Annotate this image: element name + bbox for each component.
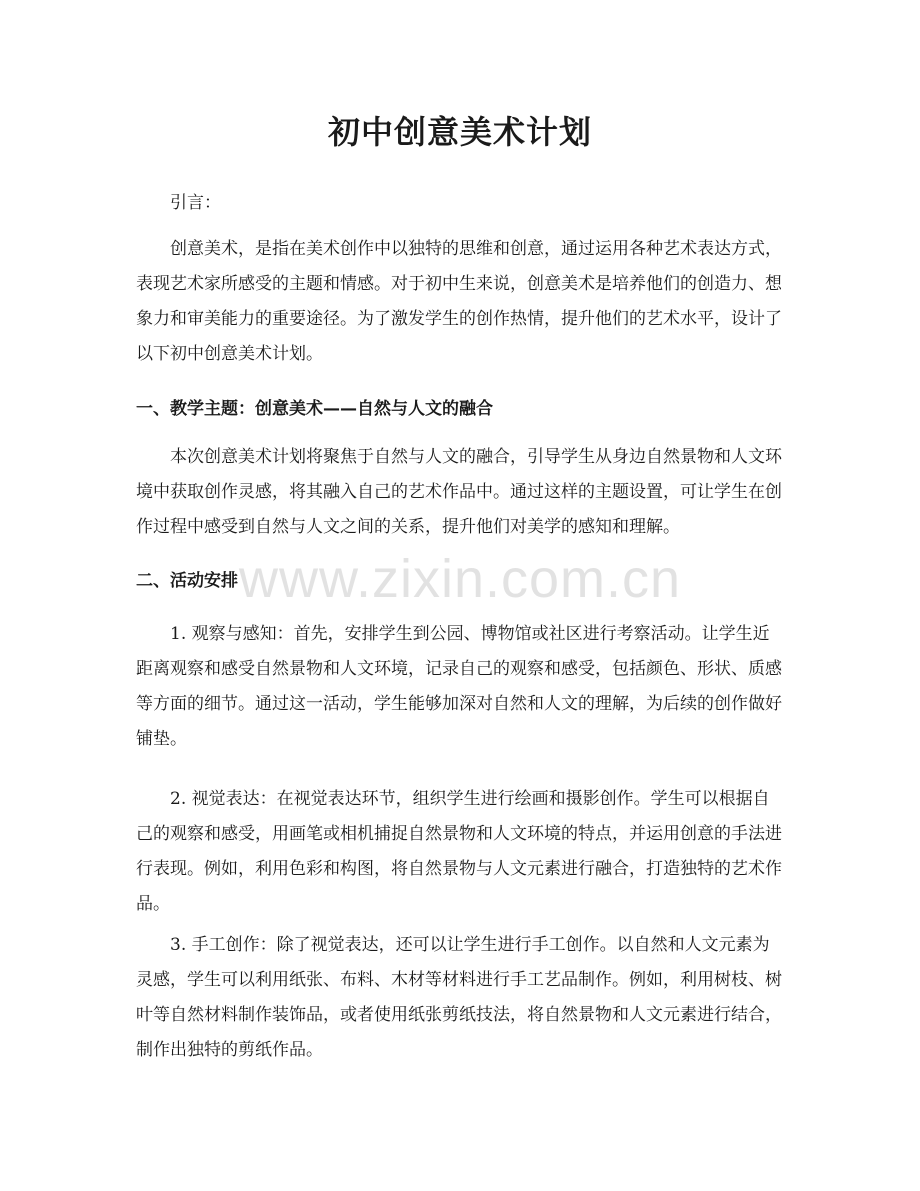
intro-paragraph: 创意美术，是指在美术创作中以独特的思维和创意，通过运用各种艺术表达方式，表现艺术家所感受的主题和情感。对于初中生来说，创意美术是培养他们的创造力、想象力和审美能力的重要途径。为了激发学生的创作热情，提升他们的艺术水平，设计了以下初中创意美术计划。 (136, 239, 782, 364)
activity-item-1: 1. 观察与感知：首先，安排学生到公园、博物馆或社区进行考察活动。让学生近距离观察和感受自然景物和人文环境，记录自己的观察和感受，包括颜色、形状、质感等方面的细节。通过这一活动，学生能够加深对自然和人文的理解，为后续的创作做好铺垫。 (136, 624, 782, 749)
activity-item-3: 3. 手工创作：除了视觉表达，还可以让学生进行手工创作。以自然和人文元素为灵感，学生可以利用纸张、布料、木材等材料进行手工艺品制作。例如，利用树枝、树叶等自然材料制作装饰品，或者使用纸张剪纸技法，将自然景物和人文元素进行结合，制作出独特的剪纸作品。 (136, 935, 782, 1060)
document-title: 初中创意美术计划 (327, 113, 592, 151)
section1-paragraph: 本次创意美术计划将聚焦于自然与人文的融合，引导学生从身边自然景物和人文环境中获取创作灵感，将其融入自己的艺术作品中。通过这样的主题设置，可让学生在创作过程中感受到自然与人文之间的关系，提升他们对美学的感知和理解。 (136, 447, 782, 537)
intro-label: 引言： (170, 193, 221, 213)
watermark-text: www.zixin.com.cn (238, 549, 682, 609)
section1-heading: 一、教学主题：创意美术——自然与人文的融合 (136, 399, 493, 419)
activity-item-2: 2. 视觉表达：在视觉表达环节，组织学生进行绘画和摄影创作。学生可以根据自己的观察和感受，用画笔或相机捕捉自然景物和人文环境的特点，并运用创意的手法进行表现。例如，利用色彩和构图，将自然景物与人文元素进行融合，打造独特的艺术作品。 (136, 789, 782, 914)
section2-heading: 二、活动安排 (136, 571, 238, 591)
